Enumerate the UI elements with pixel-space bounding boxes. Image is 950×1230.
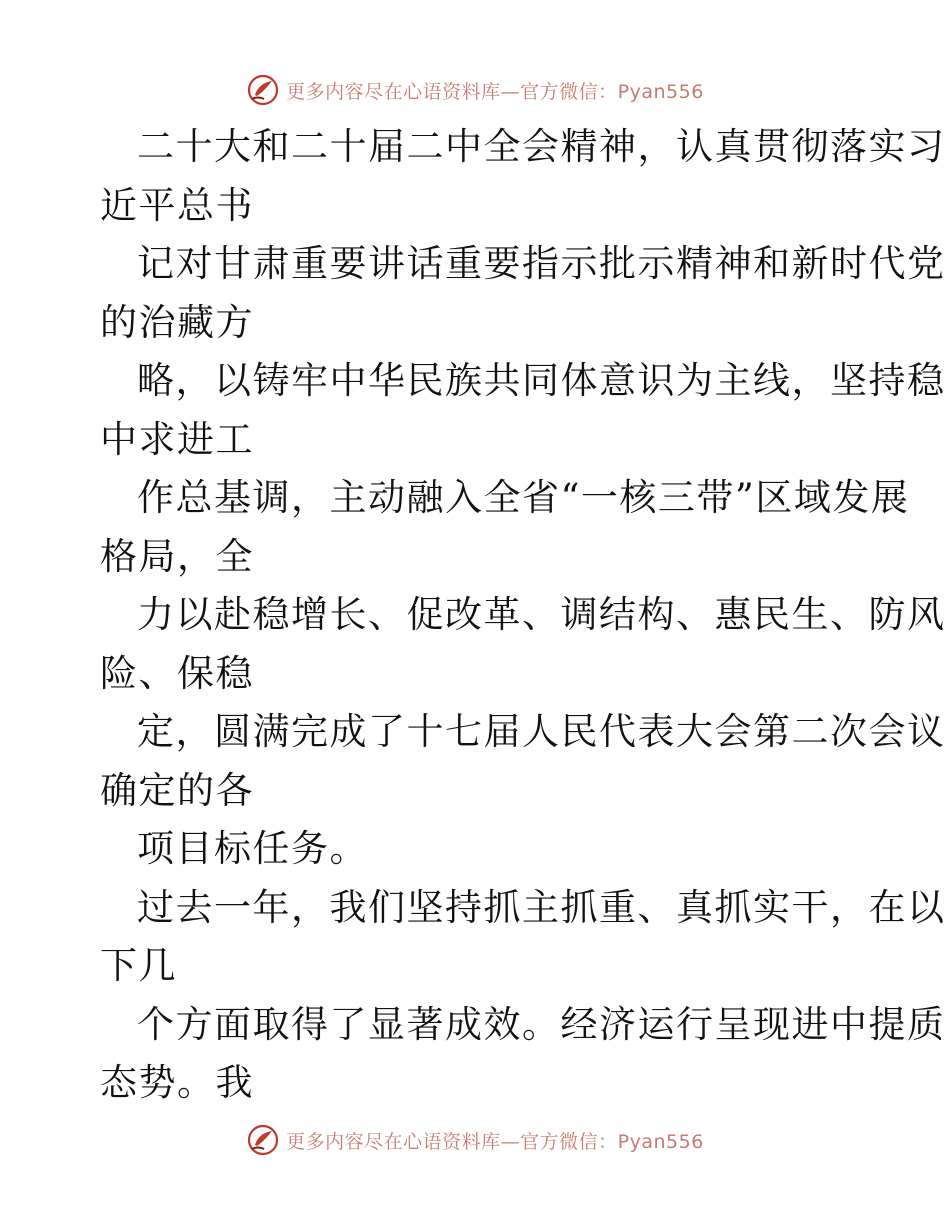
text-line: 过去一年，我们坚持抓主抓重、真抓实干，在以: [137, 885, 946, 929]
text-line: 作总基调，主动融入全省“一核三带”区域发展: [137, 476, 910, 519]
text-line: 下几: [100, 944, 177, 987]
text-line: 略，以铸牢中华民族共同体意识为主线，坚持稳: [137, 359, 946, 402]
text-line: 格局，全: [100, 534, 254, 578]
ink-pen-logo-icon: [246, 73, 280, 107]
header-banner-text: 更多内容尽在心语资料库—官方微信：Pyan556: [286, 80, 704, 103]
text-line: 记对甘肃重要讲话重要指示批示精神和新时代党: [137, 242, 946, 285]
text-line: 个方面取得了显著成效。经济运行呈现进中提质: [137, 1002, 946, 1046]
text-line: 近平总书: [100, 183, 254, 227]
footer-wechat-id: Pyan556: [617, 1130, 704, 1153]
header-wechat-id: Pyan556: [617, 80, 704, 103]
text-line: 定，圆满完成了十七届人民代表大会第二次会议: [137, 710, 946, 753]
text-line: 确定的各: [100, 768, 254, 812]
footer-banner: [0, 1120, 950, 1160]
text-line: 中求进工: [100, 417, 254, 461]
text-line: 二十大和二十届二中全会精神，认真贯彻落实习: [137, 125, 946, 168]
text-line: 的治藏方: [100, 300, 254, 344]
text-line: 力以赴稳增长、促改革、调结构、惠民生、防风: [137, 593, 946, 636]
document-body: [100, 118, 946, 1113]
footer-banner-text: 更多内容尽在心语资料库—官方微信：Pyan556: [286, 1130, 704, 1153]
text-line: 项目标任务。: [137, 827, 368, 870]
header-banner: [0, 70, 950, 110]
text-line: 险、保稳: [100, 651, 254, 695]
text-line: 态势。我: [100, 1061, 254, 1104]
ink-pen-logo-icon: [246, 1123, 280, 1157]
